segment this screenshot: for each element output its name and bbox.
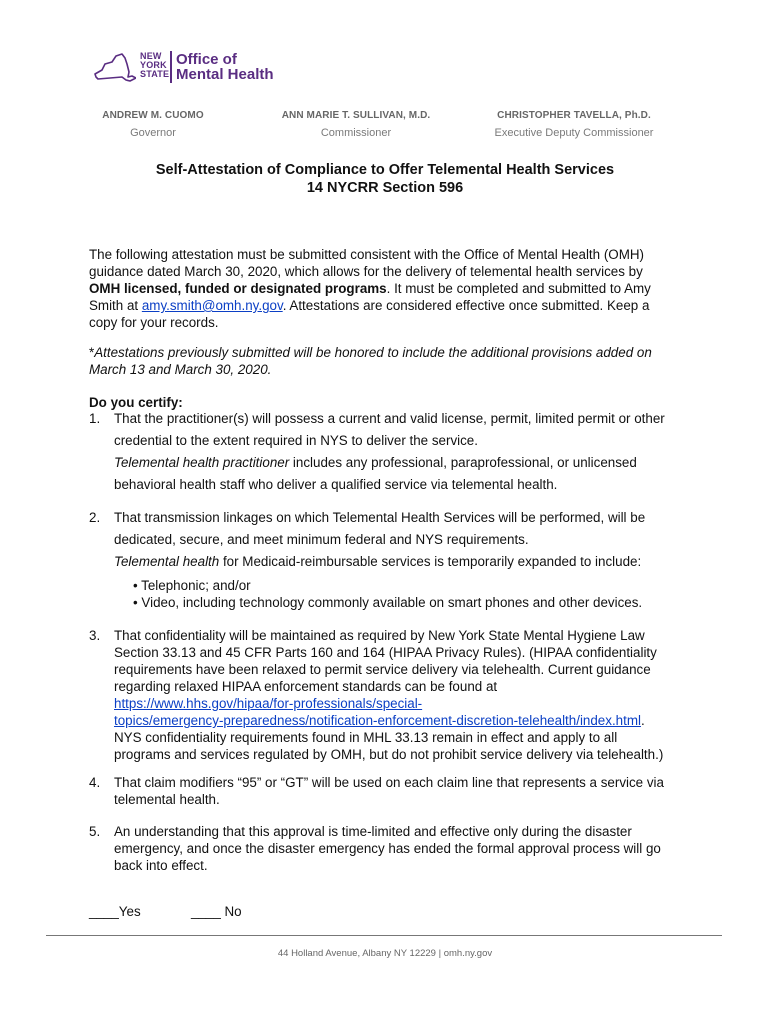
official-name-governor: ANDREW M. CUOMO (102, 110, 204, 121)
item-3-line-8: programs and services regulated by OMH, but do not prohibit service delivery via telehealth.) (114, 747, 664, 762)
note-line-2: March 13 and March 30, 2020. (89, 362, 272, 377)
official-role-deputy: Executive Deputy Commissioner (494, 127, 654, 139)
previous-attestations-note (89, 344, 689, 378)
logo-state-line2: YORK (140, 60, 167, 70)
omh-logo (92, 48, 277, 92)
logo-state-line1: NEW (140, 51, 162, 61)
item-2-line-3 (114, 551, 699, 573)
item-2-italic-term: Telemental health (114, 554, 220, 569)
item-1-line-4: behavioral health staff who deliver a qualified service via telemental health. (114, 477, 558, 492)
intro-line-5: copy for your records. (89, 315, 219, 330)
intro-line-2: guidance dated March 30, 2020, which allows for the delivery of telemental health services by (89, 264, 643, 279)
logo-office-line1: Office of (176, 51, 237, 68)
item-5-line-3: back into effect. (114, 858, 208, 873)
item-3-line-4: regarding relaxed HIPAA enforcement standards can be found at (114, 679, 498, 694)
yes-response-field[interactable]: ____Yes (89, 904, 141, 919)
footer-address: 44 Holland Avenue, Albany NY 12229 | omh.ny.gov (277, 948, 493, 959)
certify-heading: Do you certify: (89, 395, 183, 410)
item-1-line-3 (114, 452, 699, 474)
item-text (114, 627, 699, 763)
item-number: 3. (89, 628, 101, 643)
intro-paragraph (89, 246, 689, 331)
intro-line-1: The following attestation must be submitted consistent with the Office of Mental Health (OMH) (89, 247, 644, 262)
item-2-line-1: That transmission linkages on which Telemental Health Services will be performed, will be (114, 510, 646, 525)
certify-item-3 (89, 627, 689, 767)
intro-bold-programs: OMH licensed, funded or designated programs (89, 281, 387, 296)
item-number: 5. (89, 824, 101, 839)
item-number: 1. (89, 411, 101, 426)
note-line-1-text: Attestations previously submitted will be honored to include the additional provisions added on (94, 345, 652, 360)
item-text (114, 774, 699, 808)
certify-item-5 (89, 823, 689, 875)
item-1-line-1: That the practitioner(s) will possess a current and valid license, permit, limited permit or other (114, 411, 665, 426)
item-1-italic-term: Telemental health practitioner (114, 455, 290, 470)
certify-item-1 (89, 408, 689, 498)
item-3-link-line-2 (114, 712, 699, 729)
intro-line-3 (89, 280, 689, 297)
item-3-line-1: That confidentiality will be maintained as required by New York State Mental Hygiene Law (114, 628, 645, 643)
document-title: Self-Attestation of Compliance to Offer Telemental Health Services (155, 162, 615, 178)
item-3-link-line-1 (114, 695, 699, 712)
new-york-state-outline-icon (92, 50, 136, 84)
official-name-deputy: CHRISTOPHER TAVELLA, Ph.D. (497, 110, 651, 121)
item-3-line-7: NYS confidentiality requirements found in MHL 33.13 remain in effect and apply to all (114, 730, 618, 745)
bullet-telephonic: • Telephonic; and/or (133, 578, 251, 593)
logo-office-line2: Mental Health (176, 66, 274, 83)
intro-line-4-post: . Attestations are considered effective once submitted. Keep a (282, 298, 650, 313)
item-number: 2. (89, 510, 101, 525)
item-text (114, 408, 699, 496)
item-2-line-2: dedicated, secure, and meet minimum federal and NYS requirements. (114, 532, 529, 547)
item-text (114, 823, 699, 874)
certify-item-4 (89, 774, 689, 810)
document-subtitle: 14 NYCRR Section 596 (306, 180, 464, 196)
hhs-guidance-link-part-2[interactable]: topics/emergency-preparedness/notification-enforcement-discretion-telehealth/index.html (114, 713, 641, 728)
intro-line-3-rest: . It must be completed and submitted to Amy (386, 281, 651, 296)
item-3-link-period: . (640, 713, 645, 728)
item-number: 4. (89, 775, 101, 790)
item-4-line-2: telemental health. (114, 792, 220, 807)
certify-item-2 (89, 507, 689, 612)
logo-divider (170, 51, 172, 83)
item-3-line-2: Section 33.13 and 45 CFR Parts 160 and 164 (HIPAA Privacy Rules). (HIPAA confidentiality (114, 645, 657, 660)
item-3-line-3: requirements have been relaxed to permit service delivery via telehealth. Current guidance (114, 662, 651, 677)
logo-state-text (140, 52, 169, 79)
item-text (114, 507, 699, 573)
hhs-guidance-link-part-1[interactable]: https://www.hhs.gov/hipaa/for-professionals/special- (114, 696, 423, 711)
note-asterisk: * (89, 345, 95, 360)
item-4-line-1: That claim modifiers “95” or “GT” will be used on each claim line that represents a service via (114, 775, 664, 790)
item-2-line-3-rest: for Medicaid-reimbursable services is temporarily expanded to include: (219, 554, 642, 569)
intro-line-4-pre: Smith at (89, 298, 142, 313)
official-name-commissioner: ANN MARIE T. SULLIVAN, M.D. (281, 110, 431, 121)
intro-line-4 (89, 297, 689, 314)
item-5-line-1: An understanding that this approval is time-limited and effective only during the disaster (114, 824, 632, 839)
note-line-1 (89, 344, 689, 361)
email-link[interactable]: amy.smith@omh.ny.gov (141, 298, 283, 313)
logo-state-line3: STATE (140, 69, 170, 79)
item-1-line-2: credential to the extent required in NYS to deliver the service. (114, 433, 478, 448)
official-role-governor: Governor (130, 127, 176, 139)
item-1-line-3-rest: includes any professional, paraprofessional, or unlicensed (289, 455, 637, 470)
no-response-field[interactable]: ____ No (191, 904, 242, 919)
footer-divider (46, 935, 722, 936)
bullet-video: • Video, including technology commonly available on smart phones and other devices. (133, 595, 643, 610)
item-5-line-2: emergency, and once the disaster emergency has ended the formal approval process will go (114, 841, 661, 856)
official-role-commissioner: Commissioner (320, 127, 392, 139)
logo-office-text (176, 52, 274, 82)
